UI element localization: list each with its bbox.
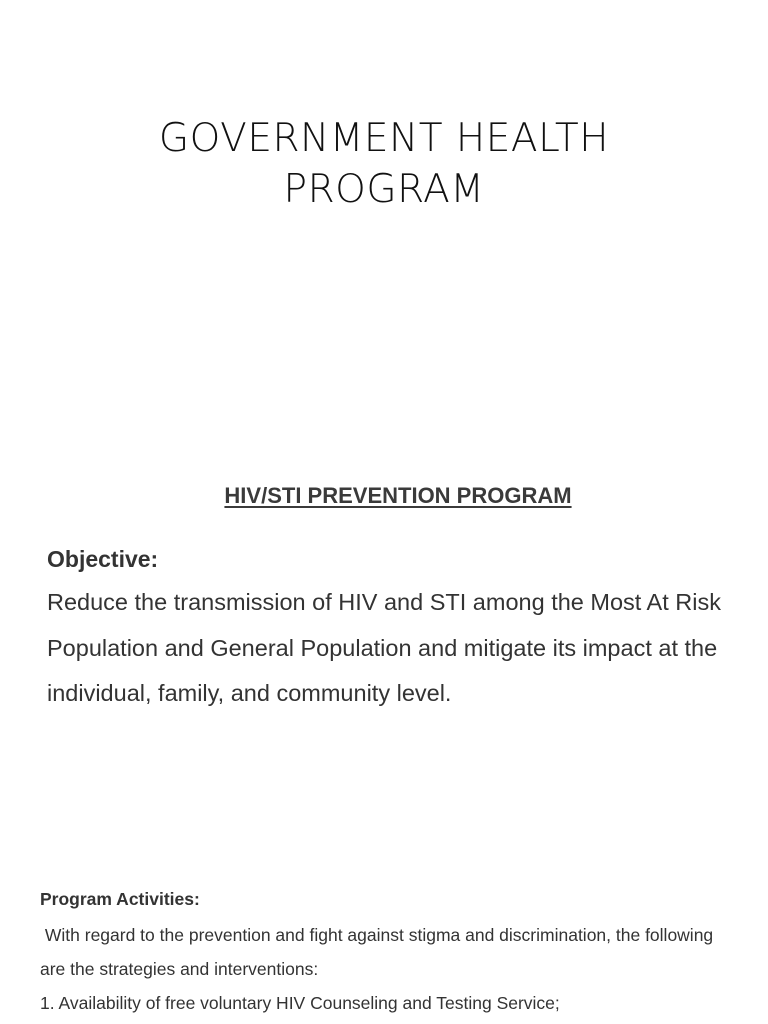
program-activities-label: Program Activities:	[40, 889, 200, 909]
section-heading: HIV/STI PREVENTION PROGRAM	[224, 483, 572, 508]
objective-text: Reduce the transmission of HIV and STI among the Most At Risk Population and General Population and mitigate its impact at the individual, family, and community level.	[47, 589, 721, 706]
page-title-line-2: PROGRAM	[283, 167, 485, 212]
list-item: 1. Availability of free voluntary HIV Counseling and Testing Service;	[40, 993, 560, 1013]
page-title	[0, 113, 768, 215]
objective-label: Objective:	[47, 546, 159, 572]
program-activities-intro: With regard to the prevention and fight against stigma and discrimination, the following are the strategies and interventions:	[40, 925, 719, 979]
page-title-line-1: GOVERNMENT HEALTH	[158, 116, 610, 161]
